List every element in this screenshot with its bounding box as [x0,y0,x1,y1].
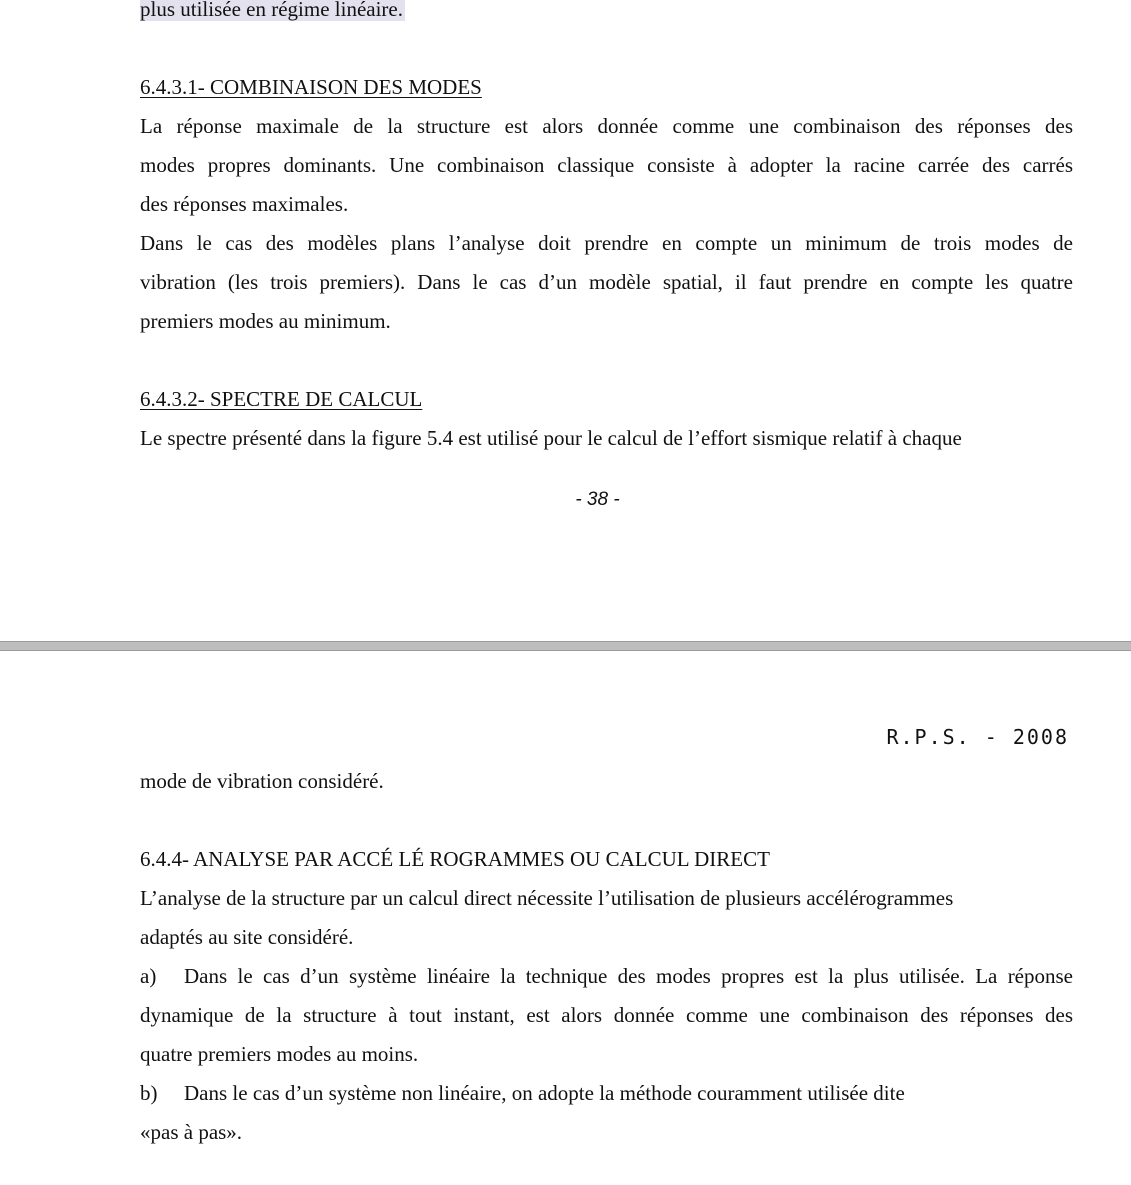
paragraph-line: La réponse maximale de la structure est alors donnée comme une combinaison des réponses des [140,114,1073,138]
paragraph-line: quatre premiers modes au moins. [140,1042,419,1066]
paragraph-line: L’analyse de la structure par un calcul direct nécessite l’utilisation de plusieurs accélérogrammes [140,886,954,910]
paragraph-line: Dans le cas des modèles plans l’analyse doit prendre en compte un minimum de trois modes de [140,231,1073,255]
paragraph-line: vibration (les trois premiers). Dans le cas d’un modèle spatial, il faut prendre en compte les quatre [140,270,1073,294]
paragraph-line: Le spectre présenté dans la figure 5.4 est utilisé pour le calcul de l’effort sismique relatif à chaque [140,426,962,450]
list-marker: b) [140,1081,158,1105]
section-heading-644: 6.4.4- ANALYSE PAR ACCÉ LÉ ROGRAMMES OU CALCUL DIRECT [140,847,770,871]
paragraph-line: adaptés au site considéré. [140,925,354,949]
paragraph-line: dynamique de la structure à tout instant, est alors donnée comme une combinaison des réponses des [140,1003,1073,1027]
list-item-b [140,1080,905,1106]
list-item-text: Dans le cas d’un système linéaire la technique des modes propres est la plus utilisée. La réponse [184,964,1073,988]
paragraph-line: des réponses maximales. [140,192,349,216]
carryover-text [140,0,405,22]
selected-text-highlight[interactable]: plus utilisée en régime linéaire. [140,0,405,21]
paragraph-line: premiers modes au minimum. [140,309,391,333]
paragraph-line: «pas à pas». [140,1120,243,1144]
list-item-text: Dans le cas d’un système non linéaire, on adopte la méthode couramment utilisée dite [184,1081,905,1105]
section-heading-6432: 6.4.3.2- SPECTRE DE CALCUL [140,387,423,411]
page-break-separator [0,641,1131,651]
list-marker: a) [140,964,157,988]
carryover-text: mode de vibration considéré. [140,769,384,793]
paragraph-line: modes propres dominants. Une combinaison classique consiste à adopter la racine carrée des carrés [140,153,1073,177]
section-heading-6431: 6.4.3.1- COMBINAISON DES MODES [140,75,482,99]
running-header: R.P.S. - 2008 [886,725,1069,749]
page-number: - 38 - [575,489,620,510]
list-item-a [140,963,1073,989]
